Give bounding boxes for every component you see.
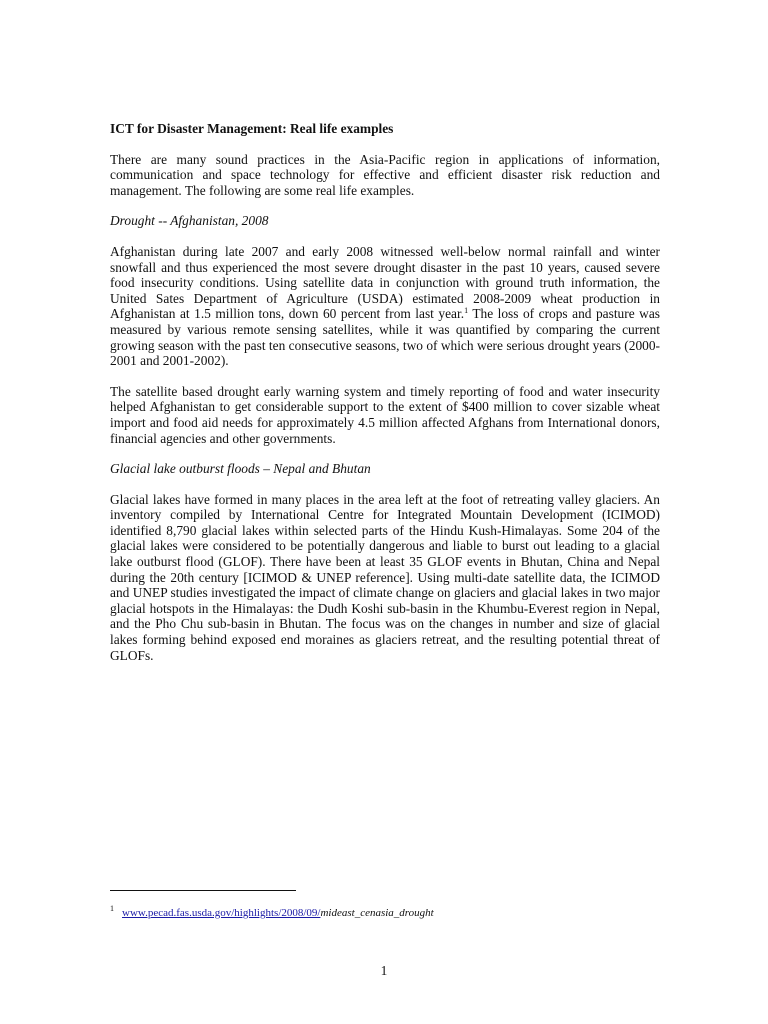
footnote-separator <box>110 890 296 891</box>
drought-paragraph-1-continuation: The loss of crops and pasture was measured by various remote sensing satellites, while it was quantified by comparing the current growing season with the past ten consecutive seasons, two of which were serious drought years (2000-2001 and 2001-2002). <box>110 306 660 369</box>
footnote <box>110 902 434 920</box>
glacial-lakes-paragraph: Glacial lakes have formed in many places in the area left at the foot of retreating valley glaciers. An inventory compiled by International Centre for Integrated Mountain Development (ICIMOD) identified 8,790 glacial lakes within selected parts of the Hindu Kush-Himalayas. Some 204 of the glacial lakes were considered to be potentially dangerous and liable to burst out leading to a glacial lake outburst flood (GLOF). There have been at least 35 GLOF events in Bhutan, China and Nepal during the 20th century [ICIMOD & UNEP reference]. Using multi-date satellite data, the ICIMOD and UNEP studies investigated the impact of climate change on glaciers and glacial lakes in two major glacial hotspots in the Himalayas: the Dudh Koshi sub-basin in the Khumbu-Everest region in Nepal, and the Pho Chu sub-basin in Bhutan. The focus was on the changes in number and size of glacial lakes forming behind exposed end moraines as glaciers retreat, and the resulting potential threat of GLOFs. <box>110 491 660 663</box>
footnote-link[interactable]: www.pecad.fas.usda.gov/highlights/2008/09/ <box>122 907 321 919</box>
footnote-mark: 1 <box>110 904 114 913</box>
drought-paragraph-1 <box>110 244 660 369</box>
page-number: 1 <box>380 963 388 978</box>
drought-paragraph-2: The satellite based drought early warning system and timely reporting of food and water insecurity helped Afghanistan to get considerable support to the extent of $400 million to cover sizable wheat import and food aid needs for approximately 4.5 million affected Afghans from International donors, financial agencies and other governments. <box>110 383 660 446</box>
section-heading-drought: Drought -- Afghanistan, 2008 <box>110 213 269 229</box>
intro-paragraph: There are many sound practices in the Asia-Pacific region in applications of information, communication and space technology for effective and efficient disaster risk reduction and management. The following are some real life examples. <box>110 151 660 198</box>
document-title: ICT for Disaster Management: Real life examples <box>110 121 394 136</box>
section-heading-glacial-lakes: Glacial lake outburst floods – Nepal and Bhutan <box>110 461 371 477</box>
footnote-reference[interactable]: 1 <box>464 306 469 316</box>
document-body <box>110 121 660 678</box>
footnote-link-suffix: mideast_cenasia_drought <box>320 907 434 919</box>
drought-paragraph-1-text: Afghanistan during late 2007 and early 2008 witnessed well-below normal rainfall and winter snowfall and thus experienced the most severe drought disaster in the past 10 years, caused severe food insecurity conditions. Using satellite data in conjunction with ground truth information, the United Sates Department of Agriculture (USDA) estimated 2008-2009 wheat production in Afghanistan at 1.5 million tons, down 60 percent from last year. <box>110 243 660 322</box>
